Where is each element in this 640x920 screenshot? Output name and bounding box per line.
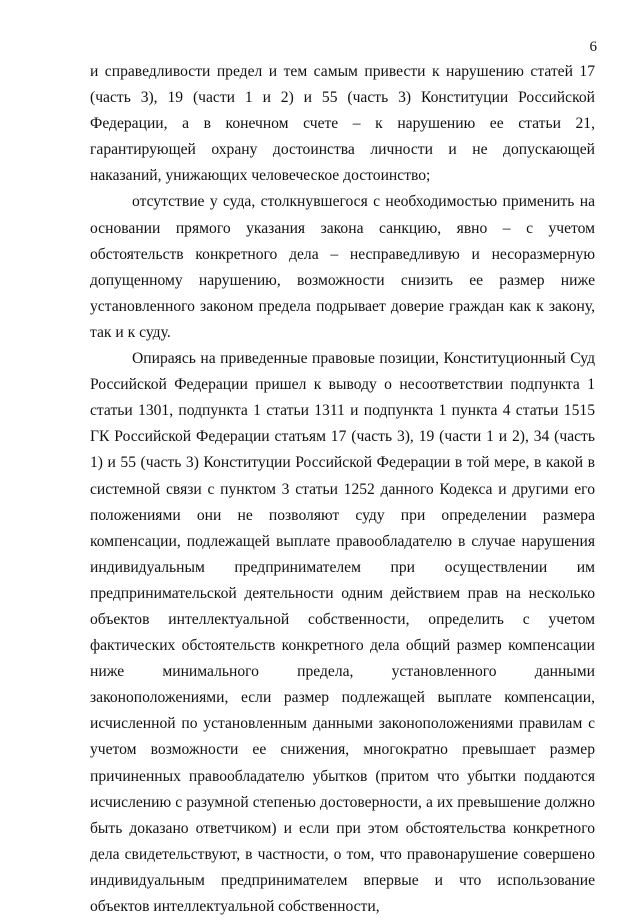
- paragraph-court-absence: отсутствие у суда, столкнувшегося с необходимостью применить на основании прямого указания закона санкцию, явно – с учетом обстоятельств конкретного дела – несправедливую и несоразмерную допущенному нарушению, возможности снизить ее размер ниже установленного законом предела подрывает доверие граждан как к закону, так и к суду.: [90, 193, 595, 341]
- paragraph-court-conclusion: Опираясь на приведенные правовые позиции, Конституционный Суд Российской Федерации пришел к выводу о несоответствии подпункта 1 статьи 1301, подпункта 1 статьи 1311 и подпункта 1 пункта 4 статьи 1515 ГК Российской Федерации статьям 17 (часть 3), 19 (части 1 и 2), 34 (часть 1) и 55 (часть 3) Конституции Российской Федерации в той мере, в какой в системной связи с пунктом 3 статьи 1252 данного Кодекса и другими его положениями они не позволяют суду при определении размера компенсации, подлежащей выплате правообладателю в случае нарушения индивидуальным предпринимателем при осуществлении им предпринимательской деятельности одним действием прав на несколько объектов интеллектуальной собственности, определить с учетом фактических обстоятельств конкретного дела общий размер компенсации ниже минимального предела, установленного данными законоположениями, если размер подлежащей выплате компенсации, исчисленной по установленным данными законоположениями правилам с учетом возможности ее снижения, многократно превышает размер причиненных правообладателю убытков (притом что убытки поддаются исчислению с разумной степенью достоверности, а их превышение должно быть доказано ответчиком) и если при этом обстоятельства конкретного дела свидетельствуют, в частности, о том, что правонарушение совершено индивидуальным предпринимателем впервые и что использование объектов интеллектуальной собственности,: [90, 350, 595, 915]
- page-number: 6: [589, 39, 597, 55]
- document-body: [90, 59, 595, 920]
- paragraph-continuation: и справедливости предел и тем самым привести к нарушению статей 17 (часть 3), 19 (части 1 и 2) и 55 (часть 3) Конституции Российской Федерации, а в конечном счете – к нарушению ее статьи 21, гарантирующей охрану достоинства личности и не допускающей наказаний, унижающих человеческое достоинство;: [90, 63, 595, 185]
